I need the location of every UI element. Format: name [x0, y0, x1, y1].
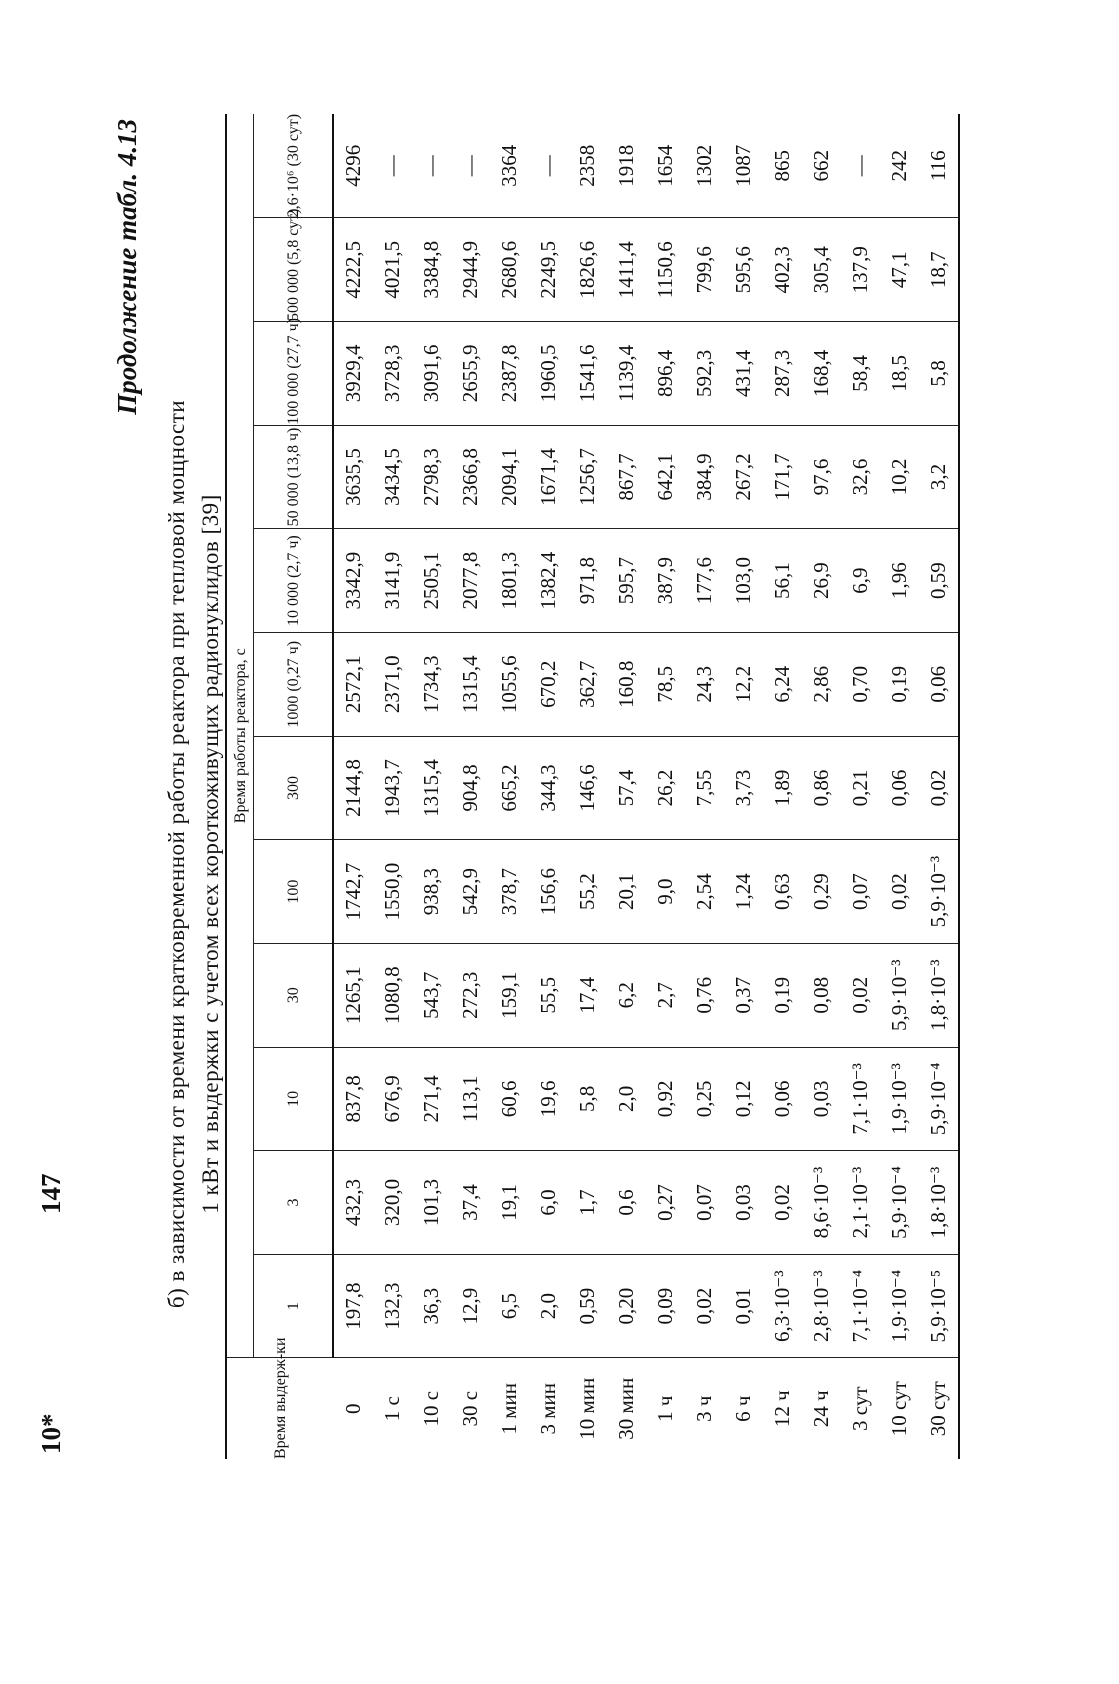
table-cell: 595,6 — [724, 218, 763, 322]
page-number: 147 — [36, 1173, 66, 1214]
table-cell: 0,02 — [763, 1151, 802, 1255]
table-cell: 271,4 — [412, 1047, 451, 1151]
table-cell: 272,3 — [451, 943, 490, 1047]
table-cell: 543,7 — [412, 943, 451, 1047]
table-cell: 4222,5 — [333, 218, 373, 322]
table-cell: 5,9·10⁻³ — [880, 943, 919, 1047]
table-cell: 3434,5 — [373, 425, 412, 529]
table-cell: 2,8·10⁻³ — [802, 1254, 841, 1358]
table-cell: 595,7 — [607, 529, 646, 633]
table-cell: 47,1 — [880, 218, 919, 322]
table-cell: 2,0 — [529, 1254, 568, 1358]
table-cell: 20,1 — [607, 840, 646, 944]
table-cell: 17,4 — [568, 943, 607, 1047]
row-label: 1 мин — [490, 1358, 529, 1459]
table-cell: 0,20 — [607, 1254, 646, 1358]
table-cell: 5,8 — [568, 1047, 607, 1151]
table-cell: 1315,4 — [451, 632, 490, 736]
table-cell: — — [451, 114, 490, 218]
signature-mark: 10* — [36, 1413, 66, 1454]
table-caption — [160, 204, 228, 1504]
row-label: 10 сут — [880, 1358, 919, 1459]
table-cell: 1087 — [724, 114, 763, 218]
table-cell: 1826,6 — [568, 218, 607, 322]
table-cell: 2,0 — [607, 1047, 646, 1151]
table-cell: 0,02 — [919, 736, 959, 840]
table-cell: 1,96 — [880, 529, 919, 633]
column-header: 2,6·10⁶ (30 сут) — [254, 114, 334, 218]
table-cell: 32,6 — [841, 425, 880, 529]
table-row — [451, 114, 490, 1459]
table-cell: 6,0 — [529, 1151, 568, 1255]
table-cell: 0,19 — [880, 632, 919, 736]
table-cell: 2358 — [568, 114, 607, 218]
table-cell: 146,6 — [568, 736, 607, 840]
row-label: 24 ч — [802, 1358, 841, 1459]
table-cell: 0,76 — [685, 943, 724, 1047]
table-cell: 3364 — [490, 114, 529, 218]
table-cell: 156,6 — [529, 840, 568, 944]
table-cell: 177,6 — [685, 529, 724, 633]
table-cell: 3342,9 — [333, 529, 373, 633]
table-cell: 1,9·10⁻⁴ — [880, 1254, 919, 1358]
table-cell: 1742,7 — [333, 840, 373, 944]
table-cell: 0,01 — [724, 1254, 763, 1358]
table-continuation-title: Продолжение табл. 4.13 — [112, 119, 142, 415]
table-cell: 2,7 — [646, 943, 685, 1047]
table-cell: 18,7 — [919, 218, 959, 322]
decay-heat-table — [225, 114, 960, 1459]
table-cell: 0,27 — [646, 1151, 685, 1255]
row-label: 6 ч — [724, 1358, 763, 1459]
table-cell: 3728,3 — [373, 322, 412, 426]
table-cell: 1960,5 — [529, 322, 568, 426]
table-cell: 2387,8 — [490, 322, 529, 426]
table-cell: 4296 — [333, 114, 373, 218]
table-row — [607, 114, 646, 1459]
table-cell: 137,9 — [841, 218, 880, 322]
table-cell: 2655,9 — [451, 322, 490, 426]
table-cell: 2249,5 — [529, 218, 568, 322]
table-cell: 0,25 — [685, 1047, 724, 1151]
table-cell: 8,6·10⁻³ — [802, 1151, 841, 1255]
table-cell: 2366,8 — [451, 425, 490, 529]
column-header: 100 000 (27,7 ч) — [254, 322, 334, 426]
table-cell: 0,37 — [724, 943, 763, 1047]
table-cell: 1654 — [646, 114, 685, 218]
table-cell: 0,63 — [763, 840, 802, 944]
table-cell: 344,3 — [529, 736, 568, 840]
table-cell: 431,4 — [724, 322, 763, 426]
table-cell: 6,2 — [607, 943, 646, 1047]
table-cell: 37,4 — [451, 1151, 490, 1255]
table-cell: 171,7 — [763, 425, 802, 529]
table-cell: 0,02 — [841, 943, 880, 1047]
table-cell: 55,5 — [529, 943, 568, 1047]
table-cell: 0,12 — [724, 1047, 763, 1151]
table-cell: 542,9 — [451, 840, 490, 944]
table-cell: 1,7 — [568, 1151, 607, 1255]
table-cell: 0,92 — [646, 1047, 685, 1151]
table-cell: 5,9·10⁻⁵ — [919, 1254, 959, 1358]
table-cell: 0,02 — [880, 840, 919, 944]
table-cell: 3,2 — [919, 425, 959, 529]
column-header: 10 — [254, 1047, 334, 1151]
table-cell: 7,55 — [685, 736, 724, 840]
table-cell: 3929,4 — [333, 322, 373, 426]
table-cell: 0,08 — [802, 943, 841, 1047]
table-cell: 971,8 — [568, 529, 607, 633]
table-cell: 384,9 — [685, 425, 724, 529]
table-cell: 1550,0 — [373, 840, 412, 944]
table-cell: 2371,0 — [373, 632, 412, 736]
row-header: Время выдерж-ки — [226, 1358, 333, 1459]
table-cell: 55,2 — [568, 840, 607, 944]
table-cell: 2094,1 — [490, 425, 529, 529]
table-cell: 378,7 — [490, 840, 529, 944]
table-cell: 662 — [802, 114, 841, 218]
row-label: 30 сут — [919, 1358, 959, 1459]
table-row — [373, 114, 412, 1459]
table-cell: 12,2 — [724, 632, 763, 736]
table-cell: 0,07 — [685, 1151, 724, 1255]
table-cell: 1,9·10⁻³ — [880, 1047, 919, 1151]
table-cell: 0,06 — [763, 1047, 802, 1151]
table-cell: 1734,3 — [412, 632, 451, 736]
table-row — [841, 114, 880, 1459]
table-row — [685, 114, 724, 1459]
row-label: 3 мин — [529, 1358, 568, 1459]
table-cell: 0,03 — [724, 1151, 763, 1255]
table-cell: 362,7 — [568, 632, 607, 736]
table-cell: 670,2 — [529, 632, 568, 736]
table-cell: 97,6 — [802, 425, 841, 529]
table-cell: — — [412, 114, 451, 218]
table-row — [568, 114, 607, 1459]
table-cell: 60,6 — [490, 1047, 529, 1151]
table-cell: 432,3 — [333, 1151, 373, 1255]
table-cell: 103,0 — [724, 529, 763, 633]
table-cell: 2944,9 — [451, 218, 490, 322]
row-label: 30 мин — [607, 1358, 646, 1459]
table-cell: 101,3 — [412, 1151, 451, 1255]
table-cell: 0,29 — [802, 840, 841, 944]
table-cell: 12,9 — [451, 1254, 490, 1358]
row-label: 1 с — [373, 1358, 412, 1459]
table-cell: 402,3 — [763, 218, 802, 322]
table-cell: 10,2 — [880, 425, 919, 529]
row-label: 10 с — [412, 1358, 451, 1459]
table-cell: 267,2 — [724, 425, 763, 529]
table-cell: 1055,6 — [490, 632, 529, 736]
table-cell: 867,7 — [607, 425, 646, 529]
table-cell: 58,4 — [841, 322, 880, 426]
table-cell: 1943,7 — [373, 736, 412, 840]
table-cell: 2,1·10⁻³ — [841, 1151, 880, 1255]
column-header: 10 000 (2,7 ч) — [254, 529, 334, 633]
table-cell: 5,9·10⁻³ — [919, 840, 959, 944]
table-cell: 5,8 — [919, 322, 959, 426]
table-row — [490, 114, 529, 1459]
table-cell: 242 — [880, 114, 919, 218]
table-cell: 168,4 — [802, 322, 841, 426]
table-cell: 0,86 — [802, 736, 841, 840]
group-header: Время работы реактора, с — [226, 114, 254, 1358]
table-cell: 159,1 — [490, 943, 529, 1047]
table-cell: 592,3 — [685, 322, 724, 426]
table-cell: 1411,4 — [607, 218, 646, 322]
table-cell: 3635,5 — [333, 425, 373, 529]
table-cell: 676,9 — [373, 1047, 412, 1151]
table-cell: 0,03 — [802, 1047, 841, 1151]
table-cell: 1,8·10⁻³ — [919, 943, 959, 1047]
table-cell: 5,9·10⁻⁴ — [880, 1151, 919, 1255]
table-cell: 9,0 — [646, 840, 685, 944]
table-cell: 18,5 — [880, 322, 919, 426]
row-label: 30 с — [451, 1358, 490, 1459]
table-cell: 0,09 — [646, 1254, 685, 1358]
table-cell: 387,9 — [646, 529, 685, 633]
table-cell: 320,0 — [373, 1151, 412, 1255]
row-label: 3 ч — [685, 1358, 724, 1459]
column-header: 3 — [254, 1151, 334, 1255]
column-header: 100 — [254, 840, 334, 944]
table-cell: 78,5 — [646, 632, 685, 736]
table-cell: 36,3 — [412, 1254, 451, 1358]
table-cell: 837,8 — [333, 1047, 373, 1151]
table-cell: 2505,1 — [412, 529, 451, 633]
row-label: 10 мин — [568, 1358, 607, 1459]
table-cell: 287,3 — [763, 322, 802, 426]
table-cell: 1256,7 — [568, 425, 607, 529]
table-cell: 2798,3 — [412, 425, 451, 529]
row-label: 1 ч — [646, 1358, 685, 1459]
table-cell: 2077,8 — [451, 529, 490, 633]
table-cell: 160,8 — [607, 632, 646, 736]
table-cell: 938,3 — [412, 840, 451, 944]
table-cell: 26,9 — [802, 529, 841, 633]
table-row — [802, 114, 841, 1459]
table-cell: 6,5 — [490, 1254, 529, 1358]
table-cell: 2,54 — [685, 840, 724, 944]
table-cell: 0,70 — [841, 632, 880, 736]
table-cell: 6,24 — [763, 632, 802, 736]
table-cell: 24,3 — [685, 632, 724, 736]
table-cell: 2680,6 — [490, 218, 529, 322]
table-cell: 19,1 — [490, 1151, 529, 1255]
table-row — [412, 114, 451, 1459]
table-cell: — — [373, 114, 412, 218]
table-cell: 6,9 — [841, 529, 880, 633]
table-cell: 0,02 — [685, 1254, 724, 1358]
table-cell: 6,3·10⁻³ — [763, 1254, 802, 1358]
table-cell: 665,2 — [490, 736, 529, 840]
table-row — [763, 114, 802, 1459]
table-cell: 3384,8 — [412, 218, 451, 322]
table-cell: 1,24 — [724, 840, 763, 944]
table-cell: 7,1·10⁻⁴ — [841, 1254, 880, 1358]
table-cell: 2572,1 — [333, 632, 373, 736]
table-cell: 2144,8 — [333, 736, 373, 840]
table-cell: — — [529, 114, 568, 218]
column-header: 300 — [254, 736, 334, 840]
table-cell: 0,06 — [880, 736, 919, 840]
table-row — [724, 114, 763, 1459]
table-cell: 132,3 — [373, 1254, 412, 1358]
table-row — [880, 114, 919, 1459]
table-cell: 0,59 — [919, 529, 959, 633]
table-cell: 0,07 — [841, 840, 880, 944]
table-cell: 1541,6 — [568, 322, 607, 426]
table-cell: 3141,9 — [373, 529, 412, 633]
table-cell: 1,89 — [763, 736, 802, 840]
table-cell: 799,6 — [685, 218, 724, 322]
table-cell: 2,86 — [802, 632, 841, 736]
row-label: 3 сут — [841, 1358, 880, 1459]
table-cell: 1080,8 — [373, 943, 412, 1047]
column-header: 50 000 (13,8 ч) — [254, 425, 334, 529]
table-row — [646, 114, 685, 1459]
table-cell: 642,1 — [646, 425, 685, 529]
table-cell: 1671,4 — [529, 425, 568, 529]
table-cell: 197,8 — [333, 1254, 373, 1358]
column-header: 1000 (0,27 ч) — [254, 632, 334, 736]
table-cell: 0,06 — [919, 632, 959, 736]
table-row — [919, 114, 959, 1459]
table-cell: 0,21 — [841, 736, 880, 840]
table-cell: 3091,6 — [412, 322, 451, 426]
table-cell: 7,1·10⁻³ — [841, 1047, 880, 1151]
table-cell: 0,59 — [568, 1254, 607, 1358]
table-cell: 0,6 — [607, 1151, 646, 1255]
table-row — [333, 114, 373, 1459]
table-cell: 116 — [919, 114, 959, 218]
table-cell: 904,8 — [451, 736, 490, 840]
table-cell: 0,19 — [763, 943, 802, 1047]
table-cell: 26,2 — [646, 736, 685, 840]
table-cell: 56,1 — [763, 529, 802, 633]
caption-line-2: 1 кВт и выдержки с учетом всех короткоживущих радионуклидов [39] — [198, 494, 223, 1214]
table-cell: 19,6 — [529, 1047, 568, 1151]
table-cell: 1382,4 — [529, 529, 568, 633]
table-cell: 113,1 — [451, 1047, 490, 1151]
table-row — [529, 114, 568, 1459]
table-cell: 1139,4 — [607, 322, 646, 426]
table-cell: 1150,6 — [646, 218, 685, 322]
table-cell: — — [841, 114, 880, 218]
table-cell: 896,4 — [646, 322, 685, 426]
caption-line-1: б) в зависимости от времени кратковременной работы реактора при тепловой мощности — [164, 399, 189, 1309]
table-cell: 3,73 — [724, 736, 763, 840]
row-label: 12 ч — [763, 1358, 802, 1459]
table-cell: 1265,1 — [333, 943, 373, 1047]
table-cell: 1315,4 — [412, 736, 451, 840]
table-cell: 865 — [763, 114, 802, 218]
row-label: 0 — [333, 1358, 373, 1459]
table-cell: 1,8·10⁻³ — [919, 1151, 959, 1255]
column-header: 30 — [254, 943, 334, 1047]
column-header: 1 — [254, 1254, 334, 1358]
table-cell: 305,4 — [802, 218, 841, 322]
table-cell: 5,9·10⁻⁴ — [919, 1047, 959, 1151]
table-cell: 57,4 — [607, 736, 646, 840]
column-header: 500 000 (5,8 сут) — [254, 218, 334, 322]
table-cell: 1302 — [685, 114, 724, 218]
table-cell: 4021,5 — [373, 218, 412, 322]
table-cell: 1801,3 — [490, 529, 529, 633]
table-cell: 1918 — [607, 114, 646, 218]
